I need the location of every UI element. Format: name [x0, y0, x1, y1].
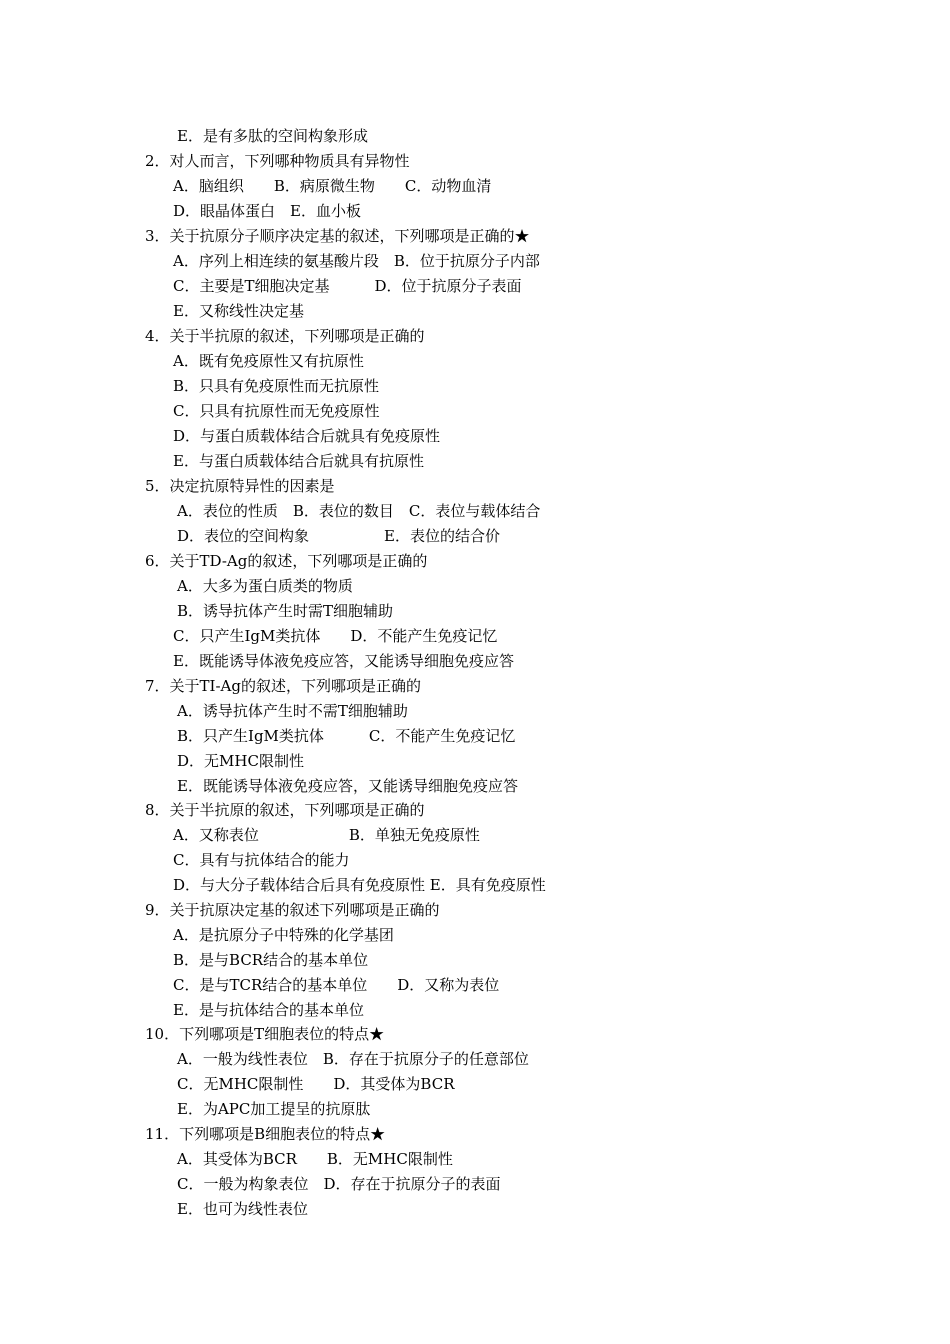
option-line: A．既有免疫原性又有抗原性 — [173, 352, 364, 370]
option-line: A．脑组织 B．病原微生物 C．动物血清 — [173, 177, 492, 195]
option-line: C．主要是T细胞决定基 D．位于抗原分子表面 — [173, 277, 522, 295]
option-line: E．也可为线性表位 — [177, 1200, 308, 1218]
option-line: D．表位的空间构象 E．表位的结合价 — [177, 527, 500, 545]
option-line: E．与蛋白质载体结合后就具有抗原性 — [173, 452, 424, 470]
option-line: D．与大分子载体结合后具有免疫原性 E．具有免疫原性 — [173, 876, 546, 894]
option-line: A．诱导抗体产生时不需T细胞辅助 — [177, 702, 408, 720]
option-line: E．为APC加工提呈的抗原肽 — [177, 1100, 371, 1118]
question-line: 8．关于半抗原的叙述，下列哪项是正确的 — [145, 801, 425, 819]
question-line: 9．关于抗原决定基的叙述下列哪项是正确的 — [145, 901, 440, 919]
option-line: C．只产生IgM类抗体 D．不能产生免疫记忆 — [173, 627, 498, 645]
option-line: B．诱导抗体产生时需T细胞辅助 — [177, 602, 394, 620]
option-line: E．是有多肽的空间构象形成 — [177, 127, 368, 145]
option-line: A．一般为线性表位 B．存在于抗原分子的任意部位 — [177, 1050, 529, 1068]
option-line: E．是与抗体结合的基本单位 — [173, 1001, 364, 1019]
option-line: B．只具有免疫原性而无抗原性 — [173, 377, 380, 395]
option-line: C．无MHC限制性 D．其受体为BCR — [177, 1075, 455, 1093]
option-line: C．一般为构象表位 D．存在于抗原分子的表面 — [177, 1175, 501, 1193]
question-line: 7．关于TI-Ag的叙述，下列哪项是正确的 — [145, 677, 421, 695]
question-line: 4．关于半抗原的叙述，下列哪项是正确的 — [145, 327, 425, 345]
option-line: E．既能诱导体液免疫应答，又能诱导细胞免疫应答 — [177, 777, 518, 795]
option-line: A．其受体为BCR B．无MHC限制性 — [177, 1150, 453, 1168]
option-line: A．大多为蛋白质类的物质 — [177, 577, 353, 595]
question-line: 3．关于抗原分子顺序决定基的叙述，下列哪项是正确的★ — [145, 227, 530, 245]
option-line: E．既能诱导体液免疫应答，又能诱导细胞免疫应答 — [173, 652, 514, 670]
option-line: D．无MHC限制性 — [177, 752, 304, 770]
question-line: 2．对人而言，下列哪种物质具有异物性 — [145, 152, 410, 170]
question-line: 11．下列哪项是B细胞表位的特点★ — [145, 1125, 386, 1143]
question-line: 6．关于TD-Ag的叙述，下列哪项是正确的 — [145, 552, 428, 570]
question-line: 5．决定抗原特异性的因素是 — [145, 477, 335, 495]
question-line: 10．下列哪项是T细胞表位的特点★ — [145, 1025, 385, 1043]
option-line: A．又称表位 B．单独无免疫原性 — [173, 826, 480, 844]
option-line: A．序列上相连续的氨基酸片段 B．位于抗原分子内部 — [173, 252, 540, 270]
option-line: B．是与BCR结合的基本单位 — [173, 951, 369, 969]
option-line: A．表位的性质 B．表位的数目 C．表位与载体结合 — [177, 502, 541, 520]
option-line: C．具有与抗体结合的能力 — [173, 851, 350, 869]
option-line: D．眼晶体蛋白 E．血小板 — [173, 202, 361, 220]
option-line: C．只具有抗原性而无免疫原性 — [173, 402, 380, 420]
option-line: A．是抗原分子中特殊的化学基团 — [173, 926, 394, 944]
option-line: C．是与TCR结合的基本单位 D．又称为表位 — [173, 976, 500, 994]
option-line: B．只产生IgM类抗体 C．不能产生免疫记忆 — [177, 727, 516, 745]
option-line: E．又称线性决定基 — [173, 302, 304, 320]
option-line: D．与蛋白质载体结合后就具有免疫原性 — [173, 427, 441, 445]
